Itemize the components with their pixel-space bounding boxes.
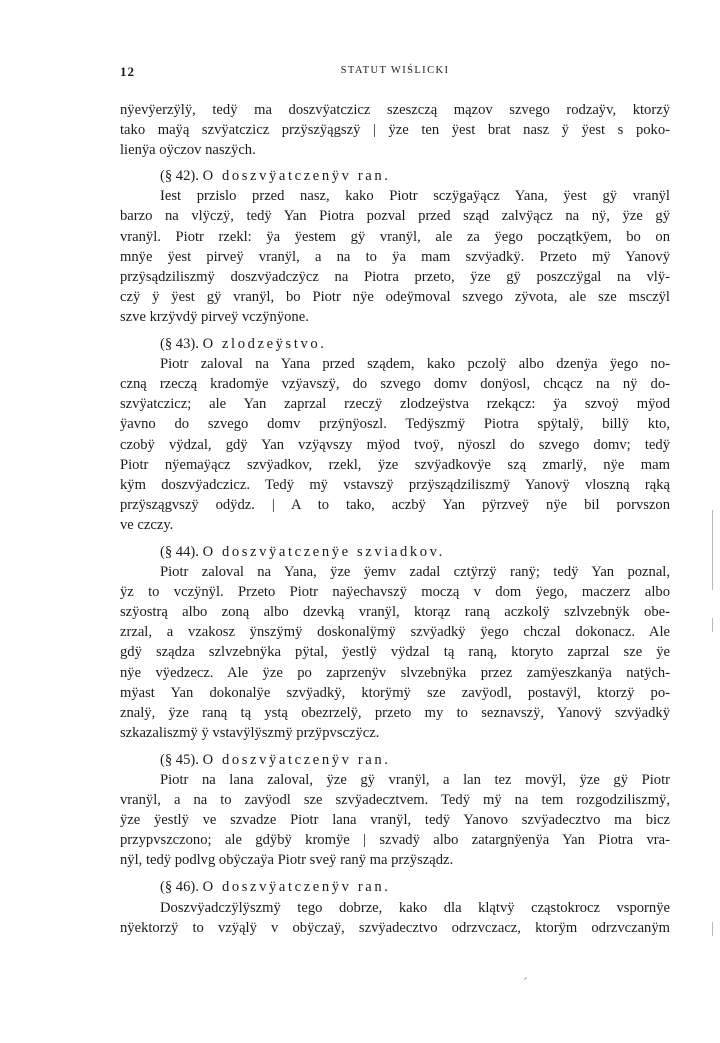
- section-title: O doszvÿatczenÿv ran.: [202, 751, 391, 768]
- section-heading: [120, 166, 670, 186]
- text-line: Iest przislo przed nasz, kako Piotr sczÿgaÿącz Yana, ÿest gÿ vranÿl: [160, 188, 670, 205]
- continuation-paragraph: [120, 100, 670, 160]
- section-number: (§ 45).: [160, 751, 199, 768]
- text-line: Doszvÿadczÿlÿszmÿ tego dobrze, kako dla klątvÿ cząstokrocz vspornÿe: [160, 899, 670, 916]
- text-line: Piotr zaloval na Yana, ÿze ÿemv zadal cztÿrzÿ ranÿ; tedÿ Yan poznal,: [160, 564, 670, 581]
- statute-text: [120, 100, 670, 938]
- section-heading: [120, 334, 670, 354]
- text-line: szÿostrą albo zoną albo dzevką vranÿl, ktorąz raną aczkolÿ szlvzebnÿk obe-: [120, 604, 670, 621]
- text-line: Piotr nÿemaÿącz szvÿadkov, rzekl, ÿze szvÿadkovÿe szą zmarlÿ, nÿe mam: [120, 456, 670, 473]
- section-heading: [120, 750, 670, 770]
- section-heading: [120, 542, 670, 562]
- text-line: mÿast Yan dokonalÿe szvÿadkÿ, ktorÿmÿ sze zavÿodl, postavÿl, ktorzÿ po-: [120, 684, 670, 701]
- text-line: kÿm doszvÿadczicz. Tedÿ mÿ vstavszÿ przÿsządziliszmÿ Yanovÿ vloszną rąką: [120, 476, 670, 493]
- text-line: ÿz to vczÿnÿl. Przeto Piotr naÿechavszÿ moczą v dom ÿego, maczerz albo: [120, 584, 670, 601]
- section-43: [120, 334, 670, 535]
- text-line: nÿe vÿedzecz. Ale ÿze po zaprzenÿv slvzebnÿka przez zamÿeszkanÿa natÿch-: [120, 664, 670, 681]
- section-42: [120, 166, 670, 327]
- section-title: O doszvÿatczenÿv ran.: [202, 879, 391, 896]
- running-head: [120, 64, 670, 82]
- text-line: znalÿ, ÿze raną tą ystą obezrzelÿ, przeto my to seznavszÿ, Yanovÿ szvÿadkÿ: [120, 704, 670, 721]
- scan-edge-mark: [712, 510, 713, 590]
- section-number: (§ 44).: [160, 543, 199, 560]
- text-line: barzo na vlÿczÿ, tedÿ Yan Piotra pozval przed sząd zalvÿącz na nÿ, ÿze gÿ: [120, 208, 670, 225]
- scan-speck: [524, 977, 527, 980]
- text-line: czną rzeczą kradomÿe vzÿavszÿ, do szvego domv donÿosl, chcącz na nÿ do-: [120, 376, 670, 393]
- text-line: nÿevÿerzÿlÿ, tedÿ ma doszvÿatczicz szeszczą mązov szvego rodzaÿv, ktorzÿ: [120, 102, 670, 118]
- text-line: czobÿ vÿdzal, gdÿ Yan vzÿąvszy mÿod tvoÿ, nÿoszl do szvego domv; tedÿ: [120, 436, 670, 453]
- section-number: (§ 43).: [160, 336, 199, 353]
- text-line: vranÿl. Piotr rzekl: ÿa ÿestem gÿ vranÿl, ale za ÿego początkÿem, bo on: [120, 228, 670, 245]
- text-line: przypvszczono; ale gdÿbÿ kromÿe | szvadÿ albo zatargnÿenÿa Yan Piotra vra-: [120, 832, 670, 849]
- scan-edge-mark: [712, 922, 713, 936]
- section-title: O doszvÿatczenÿv ran.: [202, 168, 391, 185]
- running-title: STATUT WIŚLICKI: [340, 65, 450, 76]
- text-line: przÿszągvszÿ odÿdz. | A to tako, aczbÿ Yan pÿrzveÿ nÿe bil porvszon: [120, 496, 670, 513]
- text-line: gdÿ sządza szlvzebnÿka pÿtal, ÿestlÿ vÿdzal tą raną, ktoryto zaprzal sze ÿe: [120, 644, 670, 661]
- text-line: nÿl, tedÿ podlvg obÿczaÿa Piotr sveÿ ranÿ ma przÿsządz.: [120, 852, 454, 869]
- text-line: Piotr na lana zaloval, ÿze gÿ vranÿl, a lan tez movÿl, ÿze gÿ Piotr: [160, 772, 670, 788]
- text-line: szkazaliszmÿ ÿ vstavÿlÿszmÿ przÿpvsczÿcz.: [120, 724, 380, 741]
- text-line: Piotr zaloval na Yana przed sządem, kako pczolÿ albo dzenÿa ÿego no-: [160, 356, 670, 373]
- section-46: [120, 877, 670, 937]
- page-number: 12: [120, 64, 135, 79]
- section-number: (§ 42).: [160, 168, 199, 185]
- text-line: ÿze ÿestlÿ ve szvadze Piotr lana vranÿl, tedÿ Yanovo szvÿadecztvo ma bicz: [120, 812, 670, 829]
- text-line: zrzal, a vzakosz ÿnszÿmÿ doskonalÿmÿ szvÿadkÿ ÿego chczal dokonacz. Ale: [120, 624, 670, 641]
- text-line: nÿektorzÿ to vzÿąlÿ v obÿczaÿ, szvÿadecztvo odrzvczacz, ktorÿm odrzvczanÿm: [120, 919, 670, 936]
- section-45: [120, 750, 670, 871]
- text-line: ve czczy.: [120, 516, 174, 533]
- text-line: szve krzÿvdÿ pirveÿ vczÿnÿone.: [120, 308, 309, 325]
- text-line: lienÿa oÿczov naszÿch.: [120, 142, 256, 159]
- section-number: (§ 46).: [160, 879, 199, 896]
- text-line: tako maÿą szvÿatczicz przÿszÿągszÿ | ÿze ten ÿest brat nasz ÿ ÿest s poko-: [120, 122, 670, 139]
- text-line: szvÿatczicz; ale Yan zaprzal rzeczÿ zlodzeÿstva rzekącz: ÿa szvoÿ mÿod: [120, 396, 670, 413]
- section-title: O doszvÿatczenÿe szviadkov.: [202, 543, 445, 560]
- section-heading: [120, 877, 670, 897]
- scan-edge-mark: [712, 618, 713, 632]
- text-line: mnÿe ÿest pirveÿ vranÿl, a na to ÿa mam szvÿadkÿ. Przeto mÿ Yanovÿ: [120, 248, 670, 265]
- section-title: O zlodzeÿstvo.: [202, 336, 327, 353]
- text-line: przÿsądziliszmÿ doszvÿadczÿcz na Piotra przeto, ÿze gÿ poszczÿgal na vlÿ-: [120, 268, 670, 285]
- text-line: czÿ ÿ ÿest gÿ vranÿl, bo Piotr nÿe odeÿmoval szvego zÿvota, ale sze msczÿl: [120, 288, 670, 305]
- text-line: ÿavno do szvego domv przÿnÿoszl. Tedÿszmÿ Piotra spÿtalÿ, billÿ kto,: [120, 416, 670, 433]
- section-44: [120, 542, 670, 743]
- text-line: vranÿl, a na to zavÿodl sze szvÿadecztvem. Tedÿ mÿ na tem rozgodziliszmÿ,: [120, 792, 670, 809]
